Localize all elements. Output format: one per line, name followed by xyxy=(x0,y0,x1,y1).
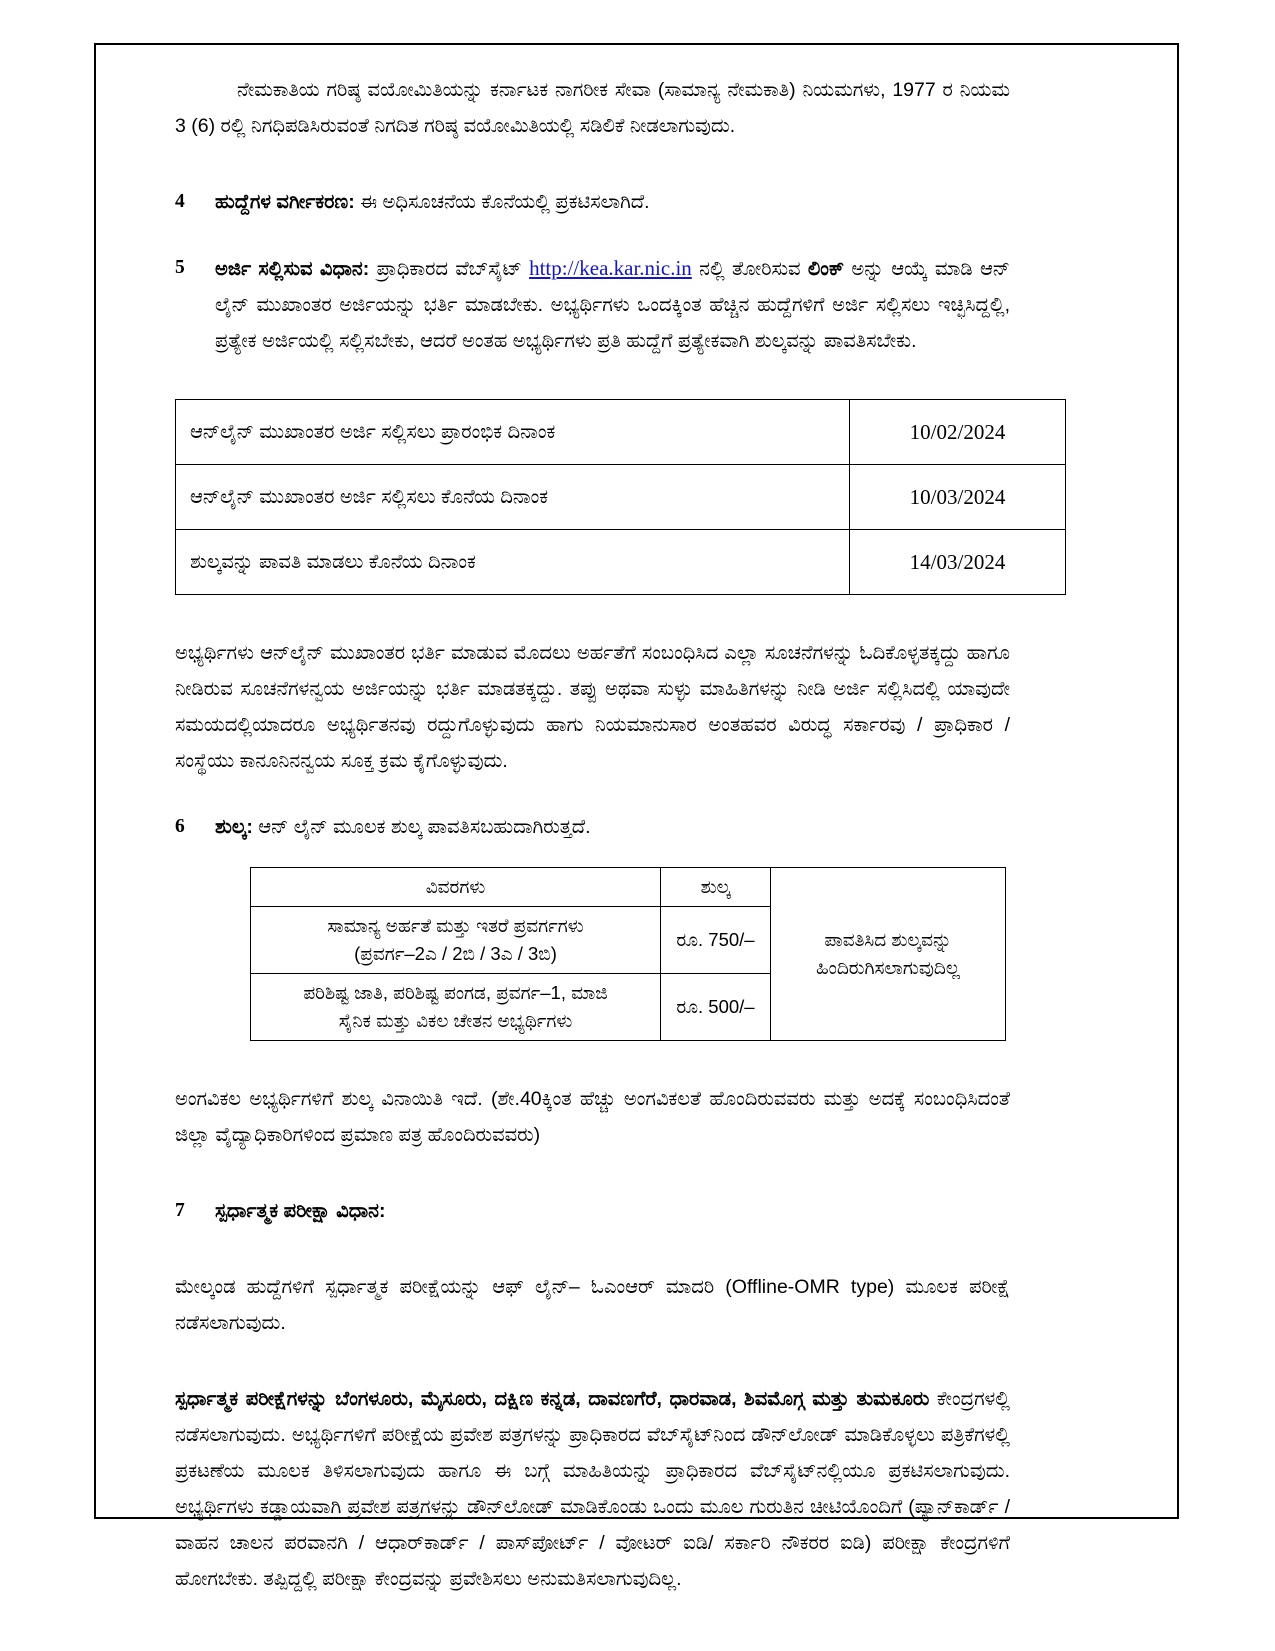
page-content xyxy=(175,72,1010,1597)
fee-row-0-desc-line1: ಸಾಮಾನ್ಯ ಅರ್ಹತೆ ಮತ್ತು ಇತರೆ ಪ್ರವರ್ಗಗಳು xyxy=(327,915,584,936)
fee-table xyxy=(250,867,1006,1041)
date-row-0-value: 10/02/2024 xyxy=(850,400,1066,465)
exam-centres-rest: ಕೇಂದ್ರಗಳಲ್ಲಿ ನಡೆಸಲಾಗುವುದು. ಅಭ್ಯರ್ಥಿಗಳಿಗೆ ಪರೀಕ್ಷೆಯ ಪ್ರವೇಶ ಪತ್ರಗಳನ್ನು ಪ್ರಾಧಿಕಾರದ ವೆಬ್‌ಸೈಟ್‌ನಿಂದ ಡೌನ್‌ಲೋಡ್ ಮಾಡಿಕೊಳ್ಳಲು ಪತ್ರಿಕೆಗಳಲ್ಲಿ ಪ್ರಕಟಣೆಯ ಮೂಲಕ ತಿಳಿಸಲಾಗುವುದು ಹಾಗೂ ಈ ಬಗ್ಗೆ ಮಾಹಿತಿಯನ್ನು ಪ್ರಾಧಿಕಾರದ ವೆಬ್‌ಸೈಟ್‌ನಲ್ಲಿಯೂ ಪ್ರಕಟಿಸಲಾಗುವುದು. ಅಭ್ಯರ್ಥಿಗಳು ಕಡ್ಡಾಯವಾಗಿ ಪ್ರವೇಶ ಪತ್ರಗಳನ್ನು ಡೌನ್‌ಲೋಡ್ ಮಾಡಿಕೊಂಡು ಒಂದು ಮೂಲ ಗುರುತಿನ ಚೀಟಿಯೊಂದಿಗೆ (ಪ್ಯಾನ್‌ಕಾರ್ಡ್ / ವಾಹನ ಚಾಲನ ಪರವಾನಗಿ / ಆಧಾರ್‌ಕಾರ್ಡ್ / ಪಾಸ್‌ಪೋರ್ಟ್ / ವೋಟರ್ ಐಡಿ/ ಸರ್ಕಾರಿ ನೌಕರರ ಐಡಿ) ಪರೀಕ್ಷಾ ಕೇಂದ್ರಗಳಿಗೆ ಹೋಗಬೇಕು. ತಪ್ಪಿದ್ದಲ್ಲಿ ಪರೀಕ್ಷಾ ಕೇಂದ್ರವನ್ನು ಪ್ರವೇಶಿಸಲು ಅನುಮತಿಸಲಾಗುವುದಿಲ್ಲ. xyxy=(175,1388,1011,1590)
table-row xyxy=(176,400,1066,465)
exam-centres-bold-list: ಸ್ಪರ್ಧಾತ್ಮಕ ಪರೀಕ್ಷೆಗಳನ್ನು ಬೆಂಗಳೂರು, ಮೈಸೂರು, ದಕ್ಷಿಣ ಕನ್ನಡ, ದಾವಣಗೆರೆ, ಧಾರವಾಡ, ಶಿವಮೊಗ್ಗ ಮತ್ತು ತುಮಕೂರು xyxy=(175,1388,930,1410)
fee-row-0-amount: ರೂ. 750/– xyxy=(661,907,771,974)
date-row-2-label: ಶುಲ್ಕವನ್ನು ಪಾವತಿ ಮಾಡಲು ಕೊನೆಯ ದಿನಾಂಕ xyxy=(176,530,850,595)
table-row xyxy=(176,465,1066,530)
clause-5-text-before-link: ಪ್ರಾಧಿಕಾರದ ವೆಬ್‌ಸೈಟ್ xyxy=(369,258,530,280)
clause-5-bold-word: ಲಿಂಕ್ xyxy=(807,258,845,280)
clause-7-number: 7 xyxy=(175,1200,185,1221)
clause-7 xyxy=(175,1193,1010,1229)
fee-refund-note xyxy=(771,868,1006,1041)
fee-header-description: ವಿವರಗಳು xyxy=(251,868,661,907)
clause-6 xyxy=(175,809,1010,845)
clause-4-heading: ಹುದ್ದೆಗಳ ವರ್ಗೀಕರಣ: xyxy=(215,191,355,213)
clause-5-text-after-link: ನಲ್ಲಿ ತೋರಿಸುವ xyxy=(691,258,808,280)
table-row xyxy=(176,530,1066,595)
clause-5-text-rest: ಅನ್ನು ಆಯ್ಕೆ ಮಾಡಿ ಆನ್ ಲೈನ್ ಮುಖಾಂತರ ಅರ್ಜಿಯನ್ನು ಭರ್ತಿ ಮಾಡಬೇಕು. ಅಭ್ಯರ್ಥಿಗಳು ಒಂದಕ್ಕಿಂತ ಹೆಚ್ಚಿನ ಹುದ್ದೆಗಳಿಗೆ ಅರ್ಜಿ ಸಲ್ಲಿಸಲು ಇಚ್ಛಿಸಿದ್ದಲ್ಲಿ, ಪ್ರತ್ಯೇಕ ಅರ್ಜಿಯಲ್ಲಿ ಸಲ್ಲಿಸಬೇಕು, ಆದರೆ ಅಂತಹ ಅಭ್ಯರ್ಥಿಗಳು ಪ್ರತಿ ಹುದ್ದೆಗೆ ಪ್ರತ್ಯೇಕವಾಗಿ ಶುಲ್ಕವನ್ನು ಪಾವತಿಸಬೇಕು. xyxy=(215,258,1010,352)
spacer xyxy=(175,359,1010,399)
clause-7-text xyxy=(215,1193,1010,1229)
clause-4 xyxy=(175,184,1010,220)
fee-refund-note-line1: ಪಾವತಿಸಿದ ಶುಲ್ಕವನ್ನು xyxy=(824,929,952,950)
clause-4-number: 4 xyxy=(175,191,185,212)
clause-6-number: 6 xyxy=(175,816,185,837)
date-row-0-label: ಆನ್‌ಲೈನ್ ಮುಖಾಂತರ ಅರ್ಜಿ ಸಲ್ಲಿಸಲು ಪ್ರಾರಂಭಿಕ ದಿನಾಂಕ xyxy=(176,400,850,465)
exam-mode-paragraph xyxy=(175,1269,1010,1341)
spacer xyxy=(175,1153,1010,1193)
clause-7-heading: ಸ್ಪರ್ಧಾತ್ಮಕ ಪರೀಕ್ಷಾ ವಿಧಾನ: xyxy=(215,1200,386,1222)
date-row-1-label: ಆನ್‌ಲೈನ್ ಮುಖಾಂತರ ಅರ್ಜಿ ಸಲ್ಲಿಸಲು ಕೊನೆಯ ದಿನಾಂಕ xyxy=(176,465,850,530)
disability-exemption-paragraph: ಅಂಗವಿಕಲ ಅಭ್ಯರ್ಥಿಗಳಿಗೆ ಶುಲ್ಕ ವಿನಾಯಿತಿ ಇದೆ. (ಶೇ.40ಕ್ಕಿಂತ ಹೆಚ್ಚು ಅಂಗವಿಕಲತೆ ಹೊಂದಿರುವವರು ಮತ್ತು ಅದಕ್ಕೆ ಸಂಬಂಧಿಸಿದಂತೆ ಜಿಲ್ಲಾ ವೈದ್ಯಾಧಿಕಾರಿಗಳಿಂದ ಪ್ರಮಾಣ ಪತ್ರ ಹೊಂದಿರುವವರು) xyxy=(175,1088,1010,1146)
clause-6-body: ಆನ್ ಲೈನ್ ಮೂಲಕ ಶುಲ್ಕ ಪಾವತಿಸಬಹುದಾಗಿರುತ್ತದೆ. xyxy=(252,816,591,838)
fee-row-1-desc-line1: ಪರಿಶಿಷ್ಟ ಜಾತಿ, ಪರಿಶಿಷ್ಟ ಪಂಗಡ, ಪ್ರವರ್ಗ–1, ಮಾಜಿ xyxy=(303,982,608,1003)
kea-website-link[interactable]: http://kea.kar.nic.in xyxy=(529,256,692,280)
spacer xyxy=(175,595,1010,635)
spacer xyxy=(175,220,1010,250)
exam-mode-english-label: (Offline-OMR type) xyxy=(725,1276,895,1298)
clause-4-body: ಈ ಅಧಿಸೂಚನೆಯ ಕೊನೆಯಲ್ಲಿ ಪ್ರಕಟಿಸಲಾಗಿದೆ. xyxy=(354,191,650,213)
fee-table-header-row xyxy=(251,868,1006,907)
fee-table-wrapper xyxy=(250,867,1010,1041)
fee-header-amount: ಶುಲ್ಕ xyxy=(661,868,771,907)
clause-5-text xyxy=(215,250,1010,359)
clause-4-text xyxy=(215,184,1010,220)
spacer xyxy=(175,1341,1010,1381)
spacer xyxy=(175,845,1010,867)
fee-refund-note-line2: ಹಿಂದಿರುಗಿಸಲಾಗುವುದಿಲ್ಲ xyxy=(815,957,961,978)
spacer xyxy=(175,1229,1010,1269)
clause-5-number: 5 xyxy=(175,257,185,278)
spacer xyxy=(175,779,1010,809)
spacer xyxy=(175,144,1010,184)
fee-row-0-description xyxy=(251,907,661,974)
clause-6-heading: ಶುಲ್ಕ: xyxy=(215,816,253,838)
fee-row-1-amount: ರೂ. 500/– xyxy=(661,974,771,1041)
clause-5 xyxy=(175,250,1010,359)
intro-paragraph: ನೇಮಕಾತಿಯ ಗರಿಷ್ಠ ವಯೋಮಿತಿಯನ್ನು ಕರ್ನಾಟಕ ನಾಗರೀಕ ಸೇವಾ (ಸಾಮಾನ್ಯ ನೇಮಕಾತಿ) ನಿಯಮಗಳು, 1977 ರ ನಿಯಮ 3 (6) ರಲ್ಲಿ ನಿಗಧಿಪಡಿಸಿರುವಂತೆ ನಿಗದಿತ ಗರಿಷ್ಠ ವಯೋಮಿತಿಯಲ್ಲಿ ಸಡಿಲಿಕೆ ನೀಡಲಾಗುವುದು. xyxy=(175,79,1010,137)
exam-mode-text-before: ಮೇಲ್ಕಂಡ ಹುದ್ದೆಗಳಿಗೆ ಸ್ಪರ್ಧಾತ್ಮಕ ಪರೀಕ್ಷೆಯನ್ನು ಆಫ್ ಲೈನ್– ಓಎಂಆರ್ ಮಾದರಿ xyxy=(175,1276,726,1298)
fee-row-0-desc-line2: (ಪ್ರವರ್ಗ–2ಎ / 2ಬಿ / 3ಎ / 3ಬಿ) xyxy=(354,943,557,964)
fee-row-1-desc-line2: ಸೈನಿಕ ಮತ್ತು ವಿಕಲ ಚೇತನ ಅಭ್ಯರ್ಥಿಗಳು xyxy=(338,1010,573,1031)
fee-row-1-description xyxy=(251,974,661,1041)
important-dates-table xyxy=(175,399,1066,595)
clause-5-heading: ಅರ್ಜಿ ಸಲ್ಲಿಸುವ ವಿಧಾನ: xyxy=(215,258,370,280)
exam-centres-paragraph xyxy=(175,1381,1010,1597)
exam-mode-text-after: ಮೂಲಕ ಪರೀಕ್ಷೆ ನಡೆಸಲಾಗುವುದು. xyxy=(175,1276,1010,1334)
date-row-1-value: 10/03/2024 xyxy=(850,465,1066,530)
date-row-2-value: 14/03/2024 xyxy=(850,530,1066,595)
instructions-paragraph: ಅಭ್ಯರ್ಥಿಗಳು ಆನ್‌ಲೈನ್ ಮುಖಾಂತರ ಭರ್ತಿ ಮಾಡುವ ಮೊದಲು ಅರ್ಹತೆಗೆ ಸಂಬಂಧಿಸಿದ ಎಲ್ಲಾ ಸೂಚನೆಗಳನ್ನು ಓದಿಕೊಳ್ಳತಕ್ಕದ್ದು ಹಾಗೂ ನೀಡಿರುವ ಸೂಚನೆಗಳನ್ವಯ ಅರ್ಜಿಯನ್ನು ಭರ್ತಿ ಮಾಡತಕ್ಕದ್ದು. ತಪ್ಪು ಅಥವಾ ಸುಳ್ಳು ಮಾಹಿತಿಗಳನ್ನು ನೀಡಿ ಅರ್ಜಿ ಸಲ್ಲಿಸಿದಲ್ಲಿ ಯಾವುದೇ ಸಮಯದಲ್ಲಿಯಾದರೂ ಅಭ್ಯರ್ಥಿತನವು ರದ್ದುಗೊಳ್ಳುವುದು ಹಾಗು ನಿಯಮಾನುಸಾರ ಅಂತಹವರ ವಿರುದ್ಧ ಸರ್ಕಾರವು / ಪ್ರಾಧಿಕಾರ / ಸಂಸ್ಥೆಯು ಕಾನೂನಿನನ್ವಯ ಸೂಕ್ತ ಕ್ರಮ ಕೈಗೊಳ್ಳುವುದು. xyxy=(175,642,1010,772)
clause-6-text xyxy=(215,809,1010,845)
spacer xyxy=(175,1041,1010,1081)
